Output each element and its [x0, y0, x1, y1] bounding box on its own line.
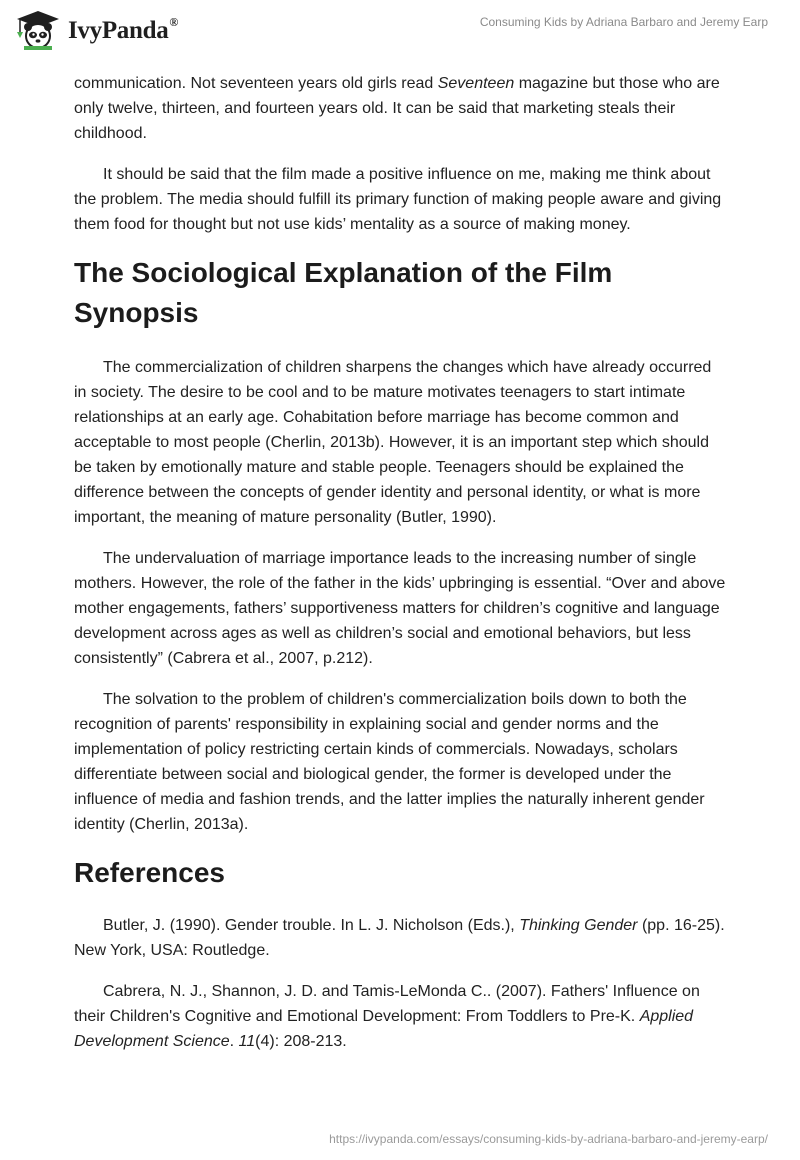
ivypanda-logo[interactable] [14, 10, 178, 50]
document-title: Consuming Kids by Adriana Barbaro and Jeremy Earp [479, 15, 768, 29]
intro-paragraph-1: communication. Not seventeen years old girls read Seventeen magazine but those who are only twelve, thirteen, and fourteen years old. It can be said that marketing steals their childhood. [74, 75, 720, 142]
registered-mark: ® [169, 15, 179, 29]
section-heading: The Sociological Explanation of the Film Synopsis [74, 257, 613, 328]
section-paragraph-2: The undervaluation of marriage importance leads to the increasing number of single mothers. However, the role of the father in the kids’ upbringing is essential. “Over and above mother engagements, fathers’ supportiveness matters for children’s cognitive and language development across ages as well as children’s social and emotional behaviors, but less consistently” (Cabrera et al., 2007, p.212). [74, 550, 726, 667]
reference-item-1: Butler, J. (1990). Gender trouble. In L. J. Nicholson (Eds.), Thinking Gender (pp. 16-25). New York, USA: Routledge. [74, 917, 725, 959]
section-paragraph-1: The commercialization of children sharpens the changes which have already occurred in society. The desire to be cool and to be mature motivates teenagers to start intimate relationships at an early age. Cohabitation before marriage has become common and acceptable to most people (Cherlin, 2013b). However, it is an important step which should be taken by emotionally mature and stable people. Teenagers should be explained the difference between the concepts of gender identity and personal identity, or what is more important, the meaning of mature personality (Butler, 1990). [74, 359, 712, 526]
references-heading: References [74, 857, 225, 888]
essay-content [74, 71, 726, 1070]
reference-item-2: Cabrera, N. J., Shannon, J. D. and Tamis-LeMonda C.. (2007). Fathers' Influence on their Children's Cognitive and Emotional Development: From Toddlers to Pre-K. Applied Development Science. 11(4): 208-213. [74, 983, 700, 1050]
magazine-title: Seventeen [437, 75, 515, 92]
page-header [0, 0, 800, 70]
panda-graduate-icon [14, 10, 62, 50]
section-paragraph-3: The solvation to the problem of children's commercialization boils down to both the recognition of parents' responsibility in explaining social and gender norms and the implementation of policy restricting certain kinds of commercials. Nowadays, scholars differentiate between social and biological gender, the former is developed under the influence of media and fashion trends, and the latter implies the naturally inherent gender identity (Cherlin, 2013a). [74, 691, 705, 833]
logo-wordmark: IvyPanda® [68, 15, 179, 44]
source-url[interactable]: https://ivypanda.com/essays/consuming-kids-by-adriana-barbaro-and-jeremy-earp/ [329, 1132, 768, 1146]
intro-paragraph-2: It should be said that the film made a positive influence on me, making me think about the problem. The media should fulfill its primary function of making people aware and giving them food for thought but not use kids’ mentality as a source of making money. [74, 166, 722, 233]
